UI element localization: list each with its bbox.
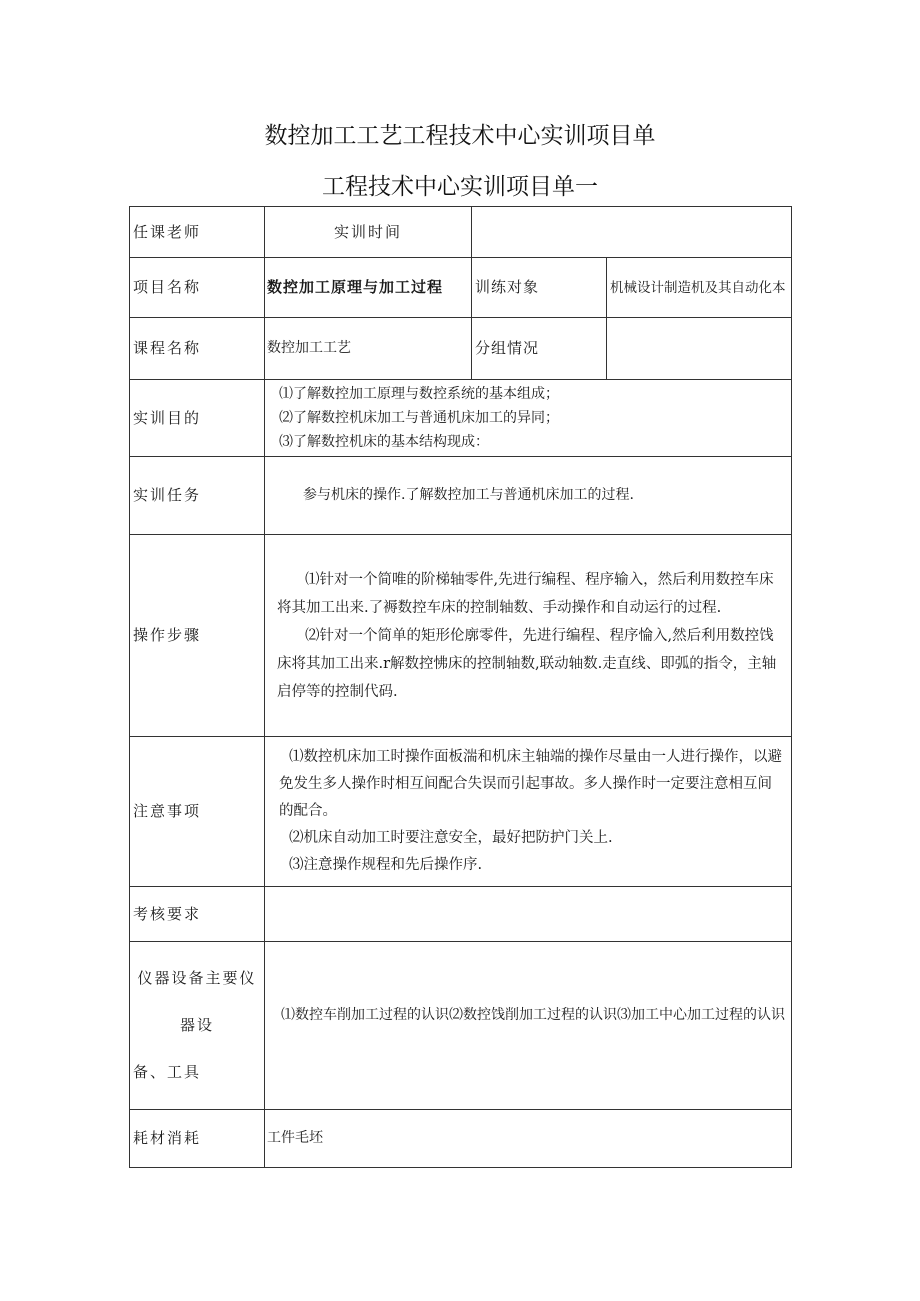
instruments-label — [130, 942, 265, 1110]
goal-content — [265, 380, 792, 457]
instruments-content: ⑴数控车削加工过程的认识⑵数控饯削加工过程的认识⑶加工中心加工过程的认识 — [265, 942, 792, 1110]
row-steps — [130, 535, 792, 737]
exam-label: 考核要求 — [130, 887, 265, 942]
consumables-value: 工件毛坯 — [265, 1110, 792, 1168]
row-task — [130, 457, 792, 535]
document-title: 数控加工工艺工程技术中心实训项目单 — [264, 123, 656, 149]
goal-line: ⑶了解数控机床的基本结构现成： — [279, 434, 489, 450]
notes-paragraph: ⑵机床自动加工时要注意安全，最好把防护门关上. — [289, 830, 613, 846]
steps-content — [265, 535, 792, 737]
notes-label: 注意事项 — [130, 737, 265, 887]
project-value: 数控加工原理与加工过程 — [265, 258, 472, 318]
training-project-form — [129, 206, 792, 1168]
time-value — [472, 207, 792, 258]
course-value: 数控加工工艺 — [265, 318, 472, 380]
project-label: 项目名称 — [130, 258, 265, 318]
row-exam — [130, 887, 792, 942]
group-label: 分组情况 — [472, 318, 607, 380]
goal-line: ⑵了解数控机床加工与普通机床加工的异同； — [279, 410, 559, 426]
row-notes — [130, 737, 792, 887]
consumables-label: 耗材消耗 — [130, 1110, 265, 1168]
teacher-label: 任课老师 — [130, 207, 265, 258]
instruments-label-line: 备、工具 — [133, 1063, 202, 1081]
notes-paragraph: ⑶注意操作规程和先后操作序. — [289, 857, 483, 873]
task-label: 实训任务 — [130, 457, 265, 535]
steps-paragraph: ⑴针对一个简唯的阶梯轴零件,先进行编程、程序输入，然后利用数控车床将其加工出来.了褥数控车床的控制轴数、手动操作和自动运行的过程. — [277, 571, 774, 616]
steps-label: 操作步骤 — [130, 535, 265, 737]
document-subtitle: 工程技术中心实训项目单一 — [322, 174, 598, 200]
course-label: 课程名称 — [130, 318, 265, 380]
row-goal — [130, 380, 792, 457]
row-course-group — [130, 318, 792, 380]
task-content: 参与机床的操作.了解数控加工与普通机床加工的过程. — [265, 457, 792, 535]
steps-paragraph: ⑵针对一个简单的矩形伦廓零件，先进行编程、程序惀入,然后利用数控饯床将其加工出来.r解数控怫床的控制轴数,联动轴数.走直线、即弧的指令，主轴启停等的控制代码. — [277, 627, 777, 700]
time-label-text: 实训时间 — [333, 222, 402, 241]
target-value: 机械设计制造机及其自动化本 — [607, 258, 792, 318]
notes-paragraph: ⑴数控机床加工时操作面板湍和机床主轴端的操作尽量由一人进行操作，以避免发生多人操作时相互间配合失误而引起事故。多人操作时一定要注意相互间的配合。 — [279, 749, 782, 819]
target-label: 训练对象 — [472, 258, 607, 318]
notes-content — [265, 737, 792, 887]
goal-line: ⑴了解数控加工原理与数控系统的基本组成； — [279, 386, 559, 402]
row-project-target — [130, 258, 792, 318]
goal-label: 实训目的 — [130, 380, 265, 457]
group-value — [607, 318, 792, 380]
instruments-label-line: 仪器设备主要仪 — [137, 969, 257, 987]
time-label — [265, 207, 472, 258]
row-instruments — [130, 942, 792, 1110]
row-teacher-time — [130, 207, 792, 258]
exam-value — [265, 887, 792, 942]
instruments-label-line: 器设 — [179, 1016, 214, 1034]
row-consumables — [130, 1110, 792, 1168]
